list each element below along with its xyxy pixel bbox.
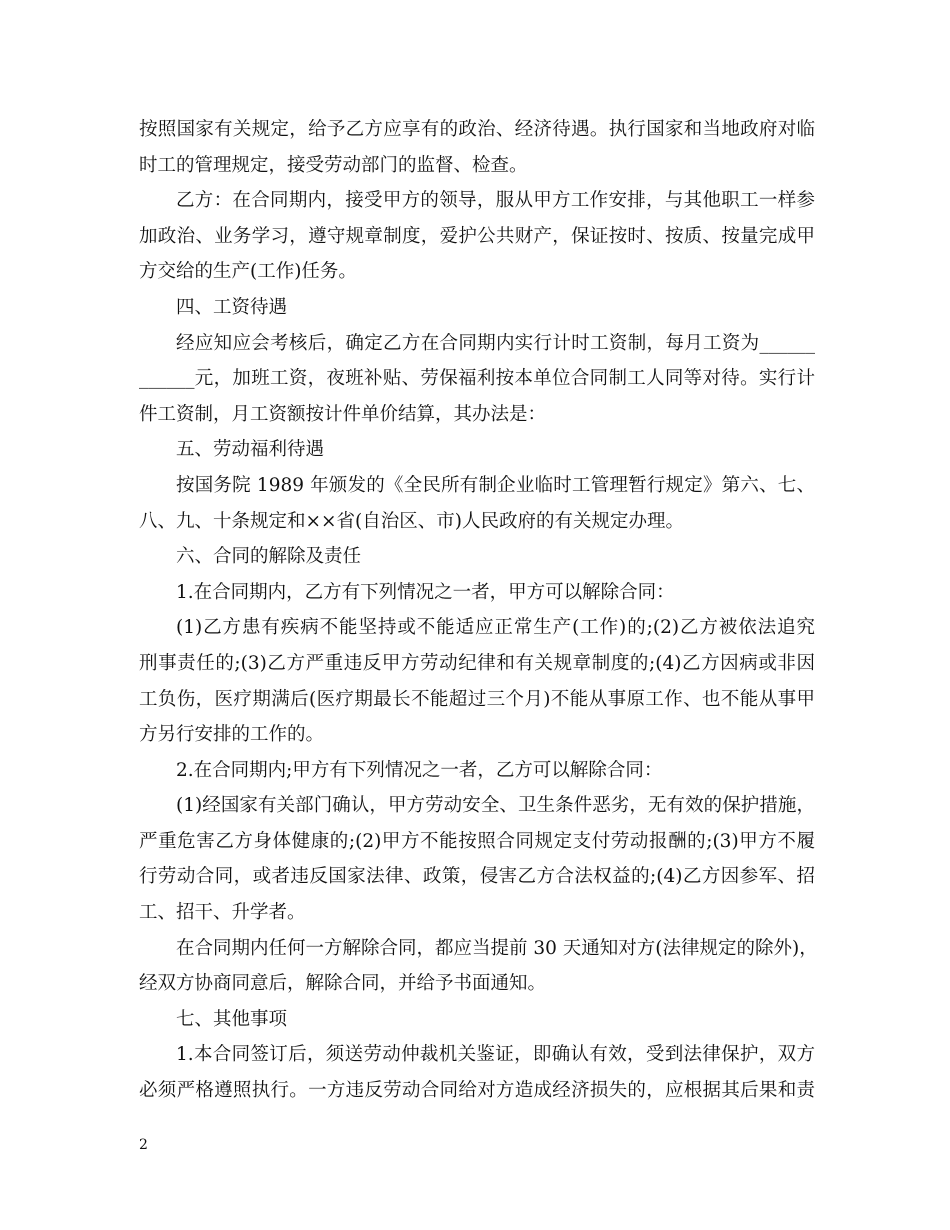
text-line: 按国务院 1989 年颁发的《全民所有制企业临时工管理暂行规定》第六、七、 [176,474,815,496]
text-line: 方交给的生产(工作)任务。 [139,261,357,283]
page-number: 2 [139,1137,148,1153]
document-body [139,112,818,1109]
text-line: 刑事责任的;(3)乙方严重违反甲方劳动纪律和有关规章制度的;(4)乙方因病或非因 [139,652,815,674]
text-line: 乙方：在合同期内，接受甲方的领导，服从甲方工作安排，与其他职工一样参 [176,190,815,212]
text-line: 经双方协商同意后，解除合同，并给予书面通知。 [139,973,547,995]
text-line: 严重危害乙方身体健康的;(2)甲方不能按照合同规定支付劳动报酬的;(3)甲方不履 [139,830,815,852]
text-line: 加政治、业务学习，遵守规章制度，爱护公共财产，保证按时、按质、按量完成甲 [139,225,815,247]
text-line: (1)乙方患有疾病不能坚持或不能适应正常生产(工作)的;(2)乙方被依法追究 [176,617,815,639]
text-line: 方另行安排的工作的。 [139,724,325,746]
text-line: 时工的管理规定，接受劳动部门的监督、检查。 [139,154,528,176]
text-line: 八、九、十条规定和××省(自治区、市)人民政府的有关规定办理。 [139,510,684,532]
text-line: (1)经国家有关部门确认，甲方劳动安全、卫生条件恶劣，无有效的保护措施， [176,795,815,817]
text-line: 在合同期内任何一方解除合同，都应当提前 30 天通知对方(法律规定的除外)， [176,937,818,959]
text-line: 五、劳动福利待遇 [176,439,325,461]
text-line: 工负伤，医疗期满后(医疗期最长不能超过三个月)不能从事原工作、也不能从事甲 [139,688,815,710]
text-line: 四、工资待遇 [176,296,288,318]
text-line: 1.本合同签订后，须送劳动仲裁机关鉴证，即确认有效，受到法律保护，双方 [176,1044,815,1066]
text-line: 1.在合同期内，乙方有下列情况之一者，甲方可以解除合同： [176,581,675,603]
text-line: 工、招干、升学者。 [139,902,306,924]
text-line: 七、其他事项 [176,1008,288,1030]
text-line: 2.在合同期内;甲方有下列情况之一者，乙方可以解除合同： [176,759,663,781]
text-line: ______元，加班工资，夜班补贴、劳保福利按本单位合同制工人同等对待。实行计 [139,368,815,390]
text-line: 按照国家有关规定，给予乙方应享有的政治、经济待遇。执行国家和当地政府对临 [139,119,815,140]
text-line: 件工资制，月工资额按计件单价结算，其办法是： [139,403,547,425]
text-line: 六、合同的解除及责任 [176,546,362,568]
text-line: 经应知应会考核后，确定乙方在合同期内实行计时工资制，每月工资为______ [176,332,815,354]
text-line: 必须严格遵照执行。一方违反劳动合同给对方造成经济损失的，应根据其后果和责 [139,1080,815,1102]
text-line: 行劳动合同，或者违反国家法律、政策，侵害乙方合法权益的;(4)乙方因参军、招 [139,866,815,888]
